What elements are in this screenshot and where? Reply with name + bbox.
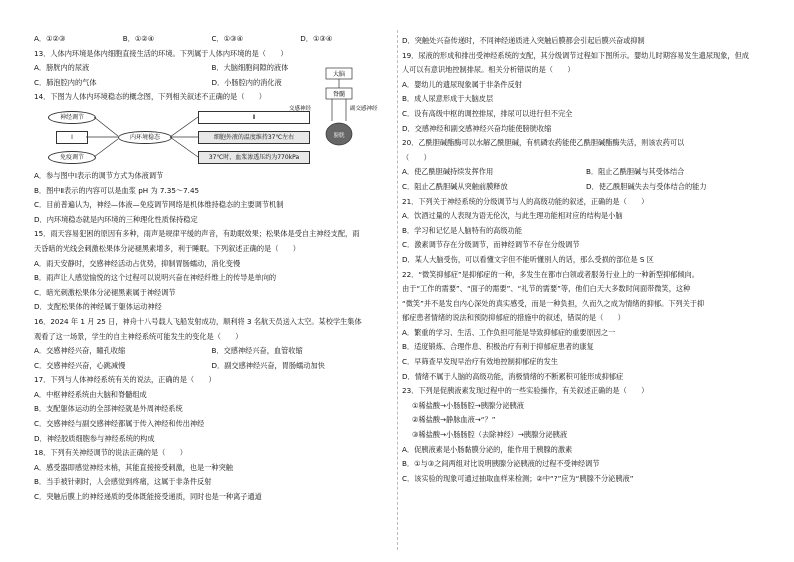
- answer-option: A．膀胱内的尿液: [34, 63, 90, 73]
- concept-arrows: [48, 109, 198, 169]
- answer-option: A．使乙酰胆碱持续发挥作用: [402, 167, 494, 177]
- question-line: D．某人大脑受伤，可以看懂文字但不能听懂别人的话，那么受损的部位是 S 区: [402, 254, 654, 264]
- question-line: D．内环境稳态就是内环境的三种理化性质保持稳定: [34, 214, 198, 224]
- question-line: 21．下列关于神经系统的分级调节与人的高级功能的叙述，正确的是（ ）: [402, 196, 649, 206]
- question-line: 15．雨天容易犯困的原因有多种，雨声是规律平缓的声音，有助眠效果；松果体是受自主神经支配，雨: [34, 229, 360, 239]
- question-line: C．目前普遍认为，神经—体液—免疫调节网络是机体维持稳态的主要调节机制: [34, 200, 284, 210]
- question-line: “微笑”并不是发自内心深处的真实感受，而是一种负担，久而久之成为情绪的抑郁。下列关于抑: [402, 298, 705, 308]
- question-line: C．突触后膜上的神经递质的受体既能接受递质，同时也是一种离子通道: [34, 492, 262, 502]
- answer-option: B．阻止乙酰胆碱与其受体结合: [586, 167, 685, 177]
- question-line: C．该实验的现象可通过抽取血样来检测；②中“?”应为“胰腺不分泌胰液”: [402, 473, 634, 483]
- answer-option: B．大脑细胞间隙的液体: [211, 63, 289, 73]
- answer-options: [34, 346, 389, 361]
- question-line: C．设有高级中枢的调控排尿，排尿可以进行但不完全: [402, 108, 573, 118]
- spinal-cord-label: 脊髓: [332, 91, 346, 98]
- sympathetic-label: 交感神经: [288, 106, 312, 112]
- question-line: A．中枢神经系统由大脑和脊髓组成: [34, 389, 147, 399]
- answer-option: C．①③④: [211, 34, 244, 43]
- concept-node: 内环境稳态: [118, 131, 172, 144]
- answer-option: A．①②③: [34, 34, 66, 43]
- experiment-step: ③稀盐酸→小肠肠腔（去除神经）→胰腺分泌胰液: [412, 430, 568, 440]
- question-line: A．雨天安静时，交感神经活动占优势，抑制胃肠蠕动，消化变慢: [34, 258, 241, 268]
- question-line: B．支配躯体运动的全部神经就是外周神经系统: [34, 404, 183, 414]
- answer-option: D．副交感神经兴奋，胃肠蠕动加快: [211, 360, 325, 370]
- question-line: 20．乙酰胆碱酯酶可以水解乙酰胆碱，有机磷农药能使乙酰胆碱酯酶失活，则该农药可以: [402, 138, 685, 148]
- question-line: （ ）: [402, 152, 431, 162]
- question-line: 由于“工作的需要”、“面子的需要”、“礼节的需要”等，他们白天大多数时间面带微笑，这种: [402, 284, 691, 294]
- question-line: A．繁重的学习、生活、工作负担可能是导致抑郁症的重要原因之一: [402, 327, 616, 337]
- answer-options: [402, 167, 770, 182]
- question-line: B．适度锻炼、合理作息、积极治疗有利于抑郁症患者的康复: [402, 342, 594, 352]
- experiment-step: ②稀盐酸→静脉血液→“？”: [412, 415, 496, 425]
- question-line: 22．“微笑抑郁症”是抑郁症的一种，多发生在都市白领或者服务行业上的一种新型抑郁倾向。: [402, 269, 699, 279]
- question-line: D．支配松果体的神经属于躯体运动神经: [34, 302, 162, 312]
- concept-node: Ⅱ: [198, 111, 310, 124]
- answer-option: B．交感神经兴奋，血管收缩: [211, 346, 303, 356]
- question-line: B．图中Ⅱ表示的内容可以是血浆 pH 为 7.35～7.45: [34, 185, 200, 195]
- urination-diagram: [280, 66, 378, 152]
- bladder-label: 膀胱: [333, 133, 345, 139]
- question-line: B．成人尿意形成于大脑皮层: [402, 94, 494, 104]
- answer-option: A．交感神经兴奋，瞳孔收缩: [34, 346, 126, 356]
- question-line: C．激素调节存在分级调节，而神经调节不存在分级调节: [402, 240, 580, 250]
- question-line: B．雨声让人感觉愉悦的这个过程可以说明兴奋在神经纤维上的传导是单向的: [34, 273, 277, 283]
- question-line: C．暗光刺激松果体分泌褪黑素属于神经调节: [34, 287, 176, 297]
- answer-option: C．阻止乙酰胆碱从突触前膜释放: [402, 181, 508, 191]
- question-line: 17．下列与人体神经系统有关的说法，正确的是（ ）: [34, 375, 216, 385]
- concept-node: Ⅰ: [56, 131, 88, 144]
- question-line: 16．2024 年 1 月 25 日，神舟十八号载人飞船发射成功，顺利将 3 名航天员送入太空。某校学生集体: [34, 316, 362, 326]
- question-line: 14．下图为人体内环境稳态的概念图，下列相关叙述不正确的是（ ）: [34, 92, 266, 102]
- question-line: A．饮酒过量的人表现为语无伦次，与此生理功能相对应的结构是小脑: [402, 211, 623, 221]
- question-line: C．交感神经与副交感神经都属于传入神经和传出神经: [34, 419, 205, 429]
- question-line: 天昏暗的光线会刺激松果体分泌褪黑素增多，利于睡眠。下列叙述正确的是（ ）: [34, 243, 300, 253]
- answer-option: C．肺泡腔内的气体: [34, 77, 97, 87]
- answer-options: [34, 361, 389, 376]
- parasympathetic-label: 副交感神经: [350, 106, 378, 112]
- concept-node: 37℃时，血浆渗透压约为770kPa: [198, 151, 310, 164]
- question-line: B．①与③之间两组对比说明胰腺分泌胰液的过程不受神经调节: [402, 459, 600, 469]
- question-line: 观看了这一场景，学生的自主神经系统可能发生的变化是（ ）: [34, 331, 243, 341]
- question-line: B．当手被针刺时，人会感觉到疼痛，这属于非条件反射: [34, 477, 212, 487]
- question-line: D．神经胶质细胞参与神经系统的构成: [34, 433, 155, 443]
- question-line: D．交感神经和副交感神经兴奋均能使膀胱收缩: [402, 123, 552, 133]
- question-line: 18．下列有关神经调节的说法正确的是（ ）: [34, 448, 187, 458]
- column-separator: [397, 30, 398, 550]
- question-line: D．情绪不属于人脑的高级功能，消极情绪的不断累积可能形成抑郁症: [402, 371, 624, 381]
- experiment-step: ①稀盐酸→小肠肠腔→胰腺分泌胰液: [412, 400, 524, 410]
- answer-options: [34, 34, 389, 49]
- answer-options: [402, 182, 770, 197]
- concept-node: 细胞外液的温度维持37℃左右: [198, 131, 310, 144]
- question-line: 13．人体内环境是体内细胞直接生活的环境。下列属于人体内环境的是（ ）: [34, 48, 288, 58]
- answer-option: D．①③④: [300, 34, 333, 43]
- answer-option: B．①②④: [122, 34, 155, 43]
- brain-label: 大脑: [332, 71, 346, 78]
- question-line: C．早筛查早发现早治疗有效地控制抑郁症的发生: [402, 357, 558, 367]
- answer-option: D．小肠腔内的消化液: [211, 77, 282, 87]
- question-line: A．参与图中Ⅰ表示的调节方式为体液调节: [34, 170, 164, 180]
- question-line: A．促胰液素是小肠黏膜分泌的，能作用于胰腺的激素: [402, 444, 573, 454]
- question-line: B．学习和记忆是人脑特有的高级功能: [402, 225, 522, 235]
- question-line: D．突触处兴奋传递时，不同神经递质进入突触后膜都会引起后膜兴奋或抑制: [402, 36, 645, 45]
- concept-node: 免疫调节: [48, 151, 96, 164]
- question-line: 人可以有意识地控制排尿。相关分析错误的是（ ）: [402, 65, 575, 75]
- right-column: [402, 36, 770, 488]
- question-line: 郁症患者情绪的说法和预防抑郁症的措施中的叙述，错误的是（ ）: [402, 313, 625, 323]
- question-line: 19．尿液的形成和排出受神经系统的支配，其分级调节过程如下图所示。婴幼儿时期容易发生遗尿现象，但成: [402, 50, 749, 60]
- question-line: A．婴幼儿的遗尿现象属于非条件反射: [402, 79, 522, 89]
- answer-option: C．交感神经兴奋，心跳减慢: [34, 360, 126, 370]
- question-line: A．感受器即感觉神经末梢，其能直接接受刺激，也是一种突触: [34, 462, 233, 472]
- question-line: 23．下列是促胰液素发现过程中的一些实验操作，有关叙述正确的是（ ）: [402, 386, 649, 396]
- answer-option: D．使乙酰胆碱失去与受体结合的能力: [586, 181, 707, 191]
- concept-node: 神经调节: [48, 111, 96, 124]
